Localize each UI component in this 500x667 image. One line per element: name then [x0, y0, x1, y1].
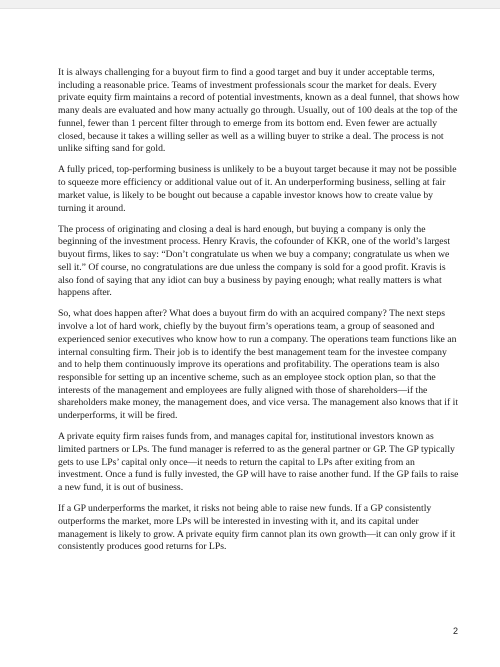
paragraph-buyout-target: A fully priced, top-performing business is unlikely to be a buyout target because it may not be possible to squeeze more efficiency or additional value out of it. An underperforming business, selling at fair market value, is likely to be bought out because a capable investor knows how to create value by turning it around. — [58, 164, 457, 214]
body-text — [58, 67, 462, 563]
paragraph-deal-funnel: It is always challenging for a buyout firm to find a good target and buy it under acceptable terms, including a reasonable price. Teams of investment professionals scour the market for deals. Every private equity firm maintains a record of potential investments, known as a deal funnel, that shows how many deals are evaluated and how many actually go through. Usually, out of 100 deals at the top of the funnel, fewer than 1 percent filter through to emerge from its bottom end. Even fewer are actually closed, because it takes a willing seller as well as a willing buyer to strike a deal. The process is not unlike sifting sand for gold. — [58, 67, 460, 155]
paragraph-operations-team: So, what does happen after? What does a buyout firm do with an acquired company? The next steps involve a lot of hard work, chiefly by the buyout firm’s operations team, a group of seasoned and experienced senior executives who know how to run a company. The operations team functions like an internal consulting firm. Their job is to identify the best management team for the investee company and to help them continuously improve its operations and profitability. The operations team is also responsible for setting up an incentive scheme, such as an employee stock option plan, so that the interests of the management and employees are fully aligned with those of shareholders—if the shareholders make money, the management does, and vice versa. The management also knows that if it underperforms, it will be fired. — [58, 308, 459, 422]
paragraph-kravis-quote: The process of originating and closing a deal is hard enough, but buying a company is only the beginning of the investment process. Henry Kravis, the cofounder of KKR, one of the world’s largest buyout firms, likes to say: “Don’t congratulate us when we buy a company; congratulate us when we sell it.” Of course, no congratulations are due unless the company is sold for a good profit. Kravis is also fond of saying that any idiot can buy a business by paying enough; what really matters is what happens after. — [58, 223, 451, 299]
paragraph-gp-performance: If a GP underperforms the market, it risks not being able to raise new funds. If a GP consistently outperforms the market, more LPs will be interested in investing with it, and its capital under management is likely to grow. A private equity firm cannot plan its own growth—it can only grow if it consistently produces good returns for LPs. — [58, 503, 456, 553]
paragraph-limited-partners: A private equity firm raises funds from, and manages capital for, institutional investors known as limited partners or LPs. The fund manager is referred to as the general partner or GP. The GP typically gets to use LPs’ capital only once—it needs to return the capital to LPs after exiting from an investment. Once a fund is fully invested, the GP will have to raise another fund. If the GP fails to raise a new fund, it is out of business. — [58, 431, 459, 494]
page-number: 2 — [452, 626, 458, 636]
